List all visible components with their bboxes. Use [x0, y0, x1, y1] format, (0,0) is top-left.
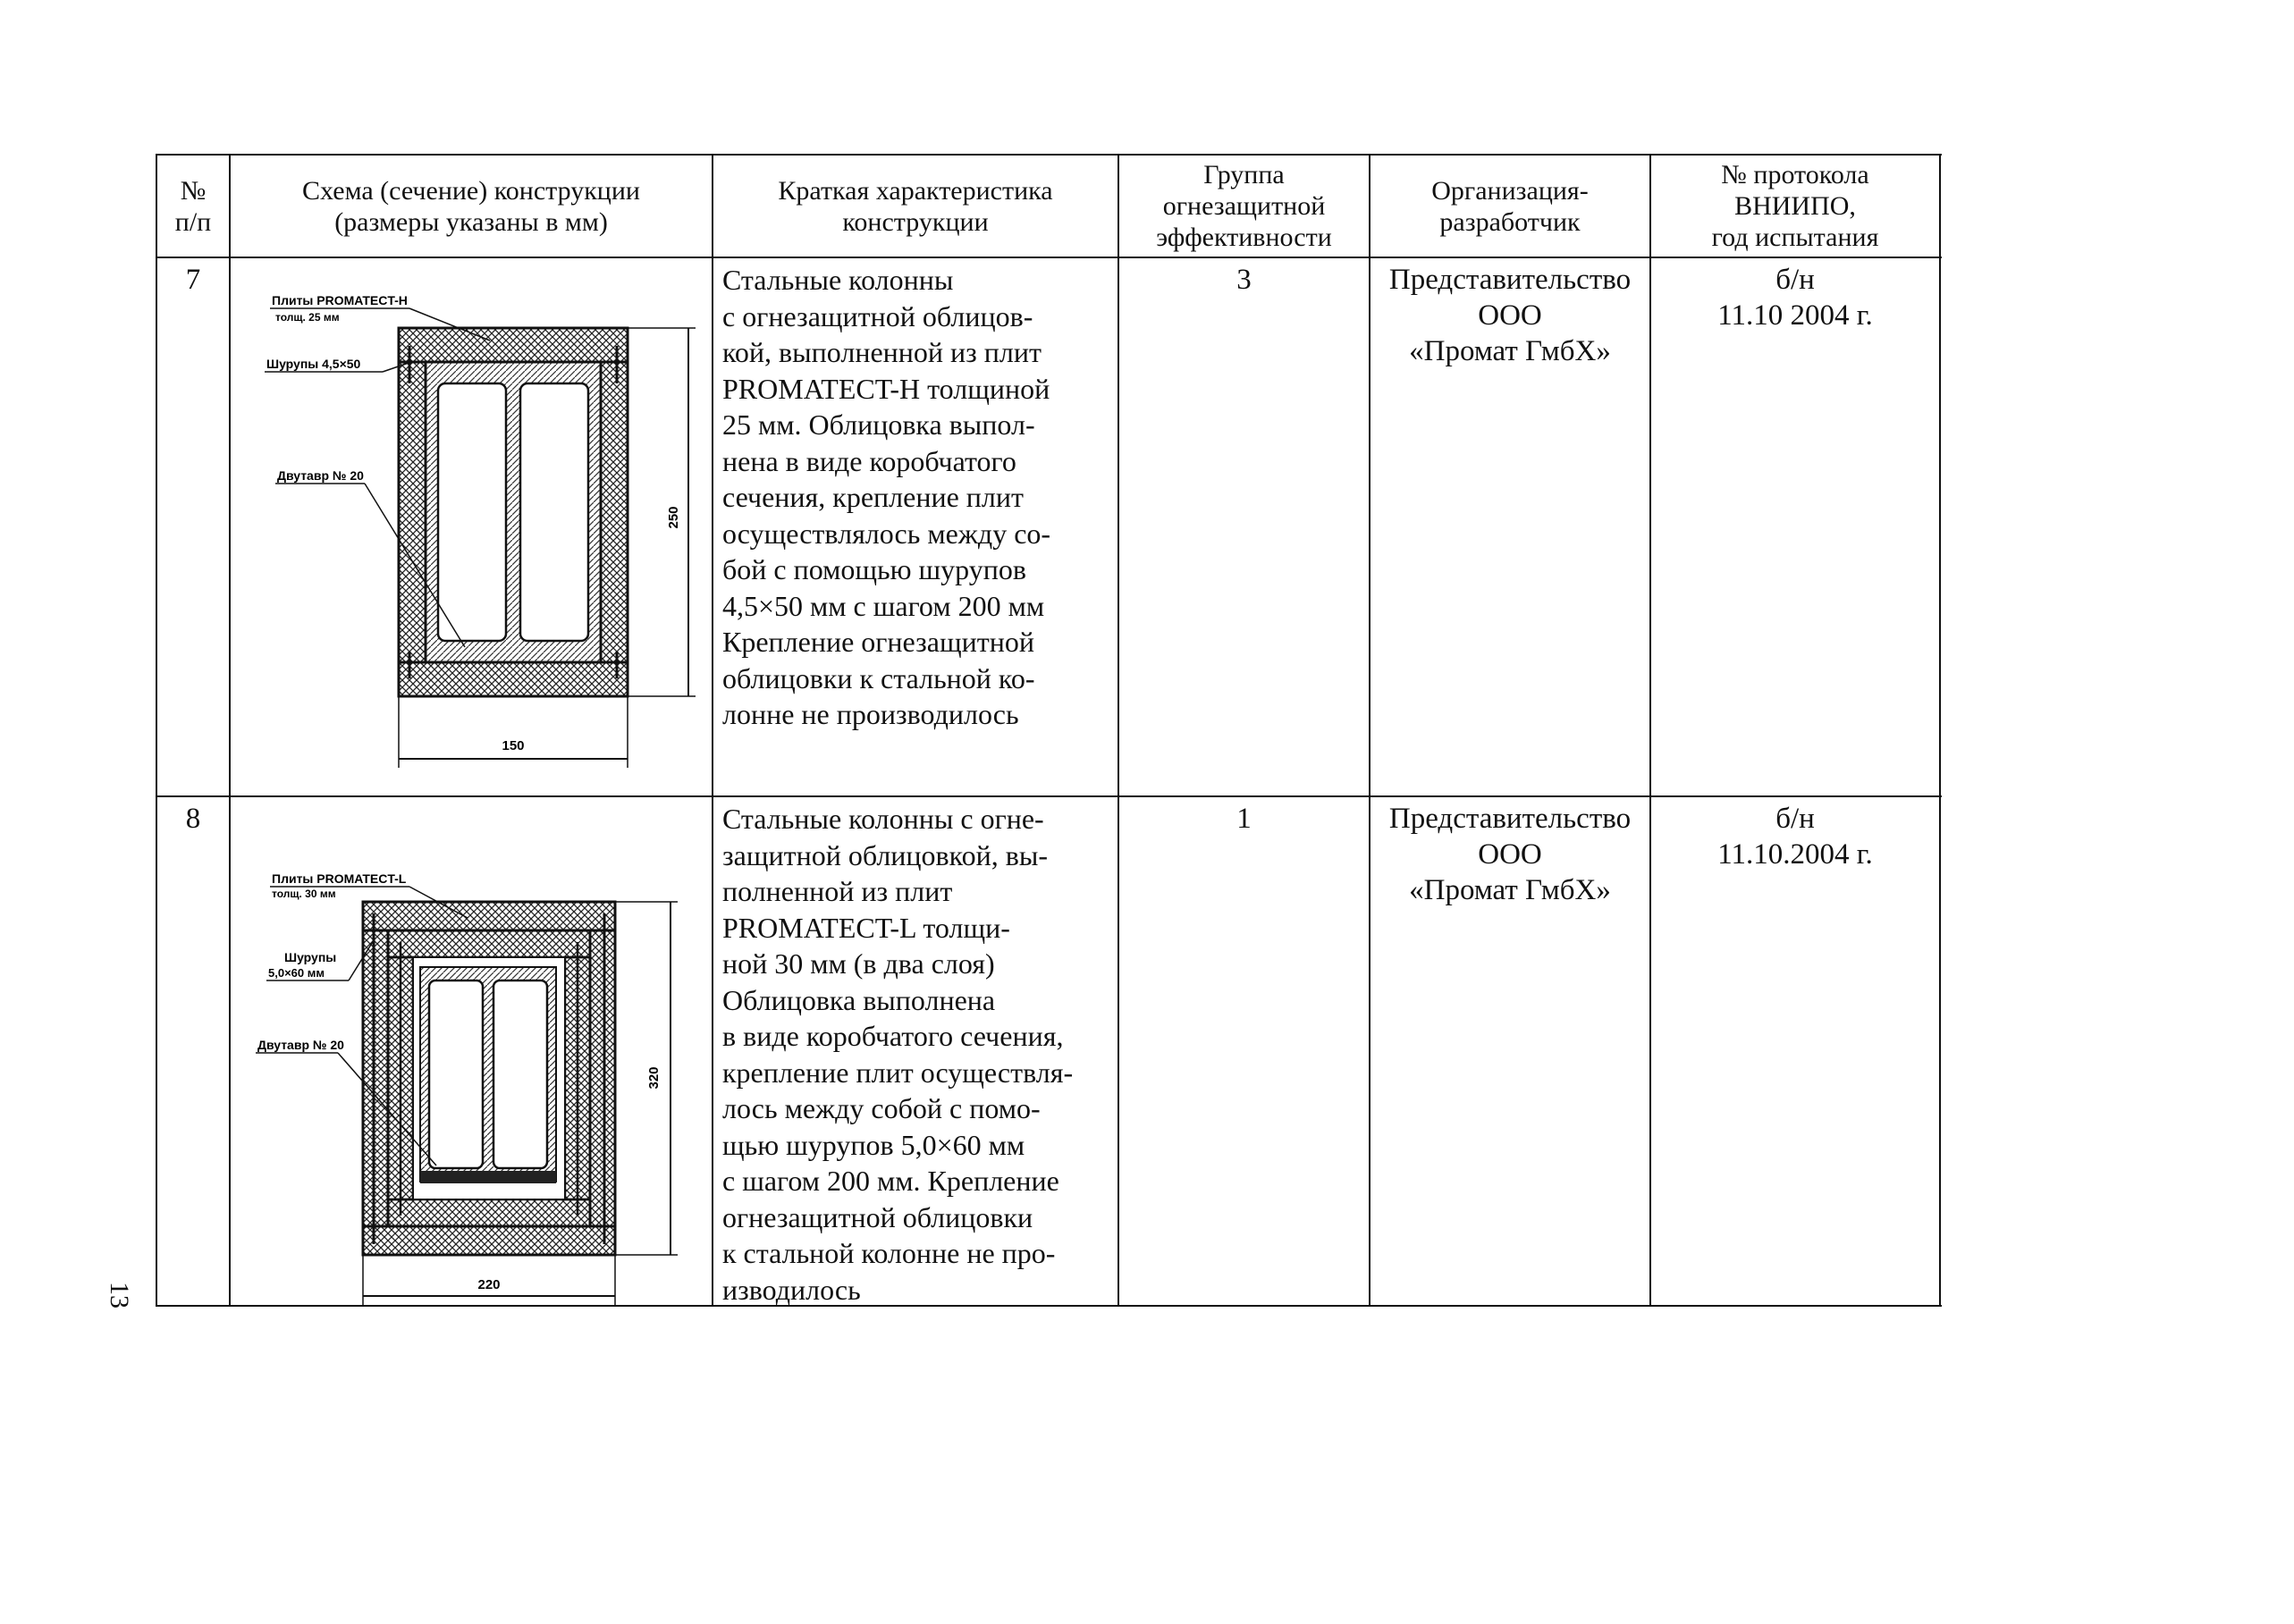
- header-scheme: Схема (сечение) конструкции (размеры указаны в мм): [302, 175, 640, 237]
- beam-void-right: [520, 383, 588, 641]
- header-group: Группа огнезащитной эффективности: [1156, 160, 1332, 252]
- row8-description: Стальные колонны с огне- защитной облицовкой, вы- полненной из плит PROMATECT-L толщи- ной 30 мм (в два слоя) Облицовка выполнена в виде коробчатого сечения, крепление плит осуществля- лось между собой с помо- щью шурупов 5,0×60 мм с шагом 200 мм. Крепление огнезащитной облицовки к стальной колонне не про- изводилось: [722, 803, 1074, 1306]
- beam-label: Двутавр № 20: [277, 468, 364, 483]
- beam-void-left: [429, 980, 483, 1168]
- outer-bottom-plate: [363, 1226, 615, 1255]
- beam-void-right: [493, 980, 547, 1168]
- col-border-0: [156, 154, 157, 1307]
- width-dimension-label: 220: [477, 1277, 501, 1292]
- beam-flange-bottom: [420, 1171, 556, 1183]
- row8-group: 1: [1236, 803, 1252, 835]
- row8-num: 8: [185, 803, 201, 835]
- screws-label: Шурупы 4,5×50: [266, 357, 361, 371]
- header-description: Краткая характеристика конструкции: [778, 175, 1053, 237]
- page-number: 13: [105, 1282, 134, 1308]
- outer-left-plate: [363, 930, 388, 1226]
- specification-table: [156, 154, 1942, 1307]
- right-plate: [601, 362, 628, 662]
- height-dimension-label: 320: [646, 1066, 662, 1090]
- bottom-plate: [399, 662, 628, 696]
- inner-top-plate: [388, 930, 590, 957]
- header-organization: Организация- разработчик: [1431, 175, 1589, 237]
- row7-organization: Представительство ООО «Промат ГмбХ»: [1388, 264, 1632, 367]
- beam-label: Двутавр № 20: [257, 1038, 344, 1052]
- header-protocol: № протокола ВНИИПО, год испытания: [1711, 160, 1879, 252]
- outer-top-plate: [363, 902, 615, 930]
- row8-protocol: б/н 11.10.2004 г.: [1717, 803, 1873, 871]
- beam-void-left: [438, 383, 506, 641]
- row7-description: Стальные колонны с огнезащитной облицов- кой, выполненной из плит PROMATECT-H толщиной 25 мм. Облицовка выпол- нена в виде коробчатого сечения, крепление плит осуществлялось между со- бой с помощью шурупов 4,5×50 мм с шагом 200 мм Крепление огнезащитной облицовки к стальной ко- лонне не производилось: [722, 264, 1051, 730]
- width-dimension-label: 150: [502, 738, 525, 753]
- col-border-3: [1117, 154, 1119, 1307]
- plates-label: Плиты PROMATECT-L: [272, 871, 407, 886]
- plates-label: Плиты PROMATECT-H: [272, 293, 408, 307]
- row8-organization: Представительство ООО «Промат ГмбХ»: [1388, 803, 1632, 906]
- thickness-label: толщ. 30 мм: [272, 888, 336, 900]
- height-dimension-label: 250: [666, 506, 681, 529]
- col-border-6: [1939, 154, 1941, 1307]
- row7-section-diagram: [231, 258, 712, 795]
- outer-right-plate: [590, 930, 615, 1226]
- row7-num: 7: [185, 264, 201, 296]
- screws-label-2: 5,0×60 мм: [268, 966, 325, 980]
- row7-group: 3: [1236, 264, 1252, 296]
- inner-bottom-plate: [388, 1199, 590, 1226]
- thickness-label: толщ. 25 мм: [275, 311, 340, 324]
- row8-section-diagram: [231, 797, 712, 1305]
- left-plate: [399, 362, 426, 662]
- screws-label-1: Шурупы: [284, 950, 337, 964]
- header-num: № п/п: [174, 175, 212, 237]
- top-plate: [399, 328, 628, 362]
- row7-protocol: б/н 11.10 2004 г.: [1717, 264, 1873, 332]
